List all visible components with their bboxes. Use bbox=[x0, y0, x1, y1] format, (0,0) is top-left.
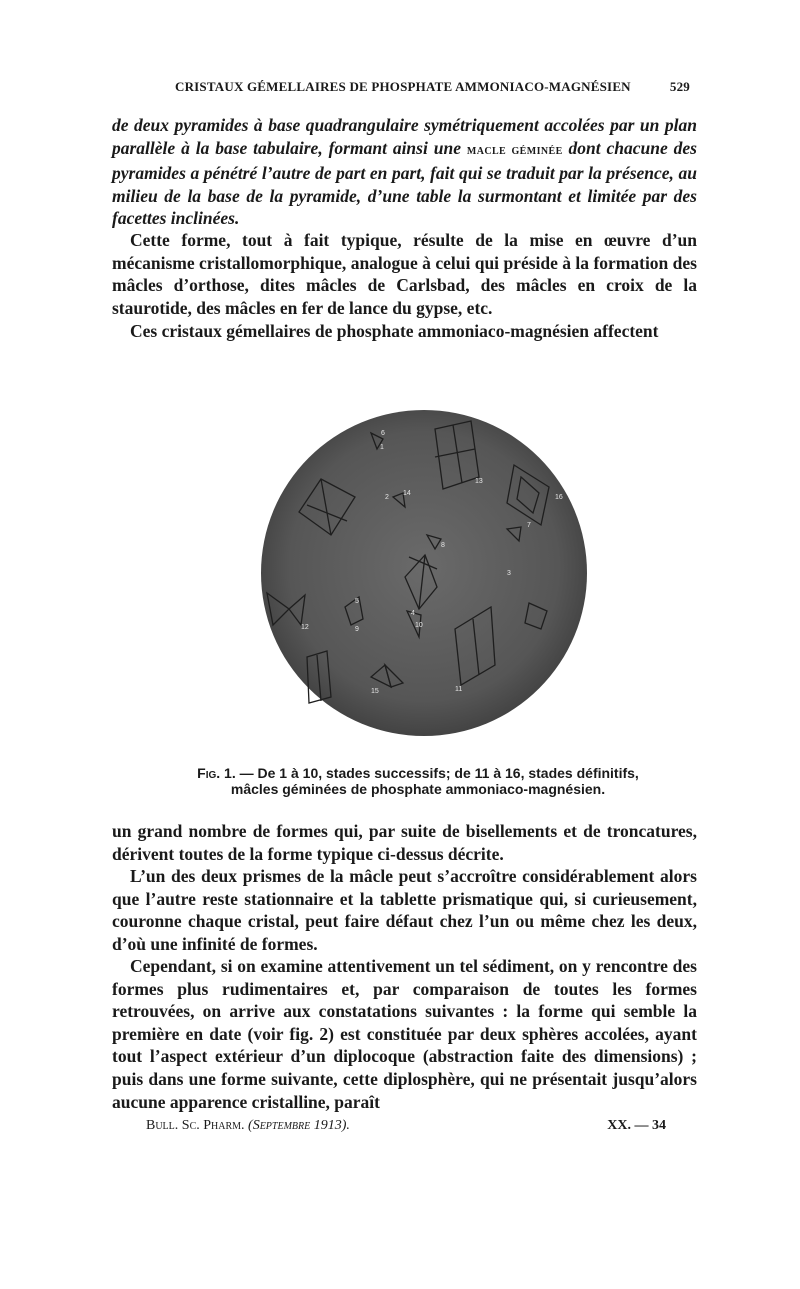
paragraph-1-smallcaps: macle géminée bbox=[466, 142, 563, 158]
crystal-label-1: 1 bbox=[380, 444, 384, 451]
figure-caption bbox=[163, 765, 673, 797]
footer-journal-name: Bull. Sc. Pharm. bbox=[146, 1118, 245, 1133]
crystal-label-5: 5 bbox=[355, 598, 359, 605]
caption-line-1-text: — De 1 à 10, stades successifs; de 11 à 16, stades définitifs, bbox=[239, 765, 639, 781]
paragraph-5: L’un des deux prismes de la mâcle peut s’accroître considérablement alors que l’autre reste stationnaire et la tablette prismatique qui, si curieusement, couronne chaque cristal, peut faire défaut chez l’un ou même chez les deux, d’où une infinité de formes. bbox=[112, 866, 697, 954]
crystal-label-14: 14 bbox=[403, 490, 411, 497]
paragraph-1-text-a: de deux pyramides à base quadrangulaire symétriquement accolées par un plan parallèle à la base tabulaire, formant ainsi une bbox=[112, 115, 697, 158]
caption-line-1 bbox=[163, 765, 673, 781]
crystal-label-13: 13 bbox=[475, 478, 483, 485]
crystal-label-2: 2 bbox=[385, 494, 389, 501]
micrograph-disc bbox=[261, 410, 587, 736]
crystal-label-10: 10 bbox=[415, 622, 423, 629]
paragraph-6: Cependant, si on examine attentivement un tel sédiment, on y rencontre des formes plus rudimentaires et, par comparaison de toutes les formes retrouvées, on arrive aux constatations suivantes : la forme qui semble la première en date (voir fig. 2) est constituée par deux sphères accolées, ayant tout l’aspect extérieur d’un diplocoque (abstraction faite des dimensions) ; puis dans une forme suivante, cette diplosphère, qui ne présentait jusqu’alors aucune apparence cristalline, paraît bbox=[112, 956, 697, 1112]
paragraph-1-text-b: dont chacune des pyramides a pénétré l’autre de part en part, fait qui se traduit par la présence, au milieu de la base de la pyramide, d’une table la surmontant et limitée par des facettes inclinées. bbox=[112, 137, 697, 229]
paragraph-3: Ces cristaux gémellaires de phosphate ammoniaco-magnésien affectent bbox=[130, 321, 659, 341]
crystal-label-11: 11 bbox=[455, 686, 463, 693]
figure-micrograph bbox=[259, 397, 589, 749]
crystal-label-15: 15 bbox=[371, 688, 379, 695]
crystal-label-4: 4 bbox=[411, 610, 415, 617]
crystal-label-8: 8 bbox=[441, 542, 445, 549]
page-number: 529 bbox=[669, 79, 690, 94]
crystal-label-7: 7 bbox=[527, 522, 531, 529]
caption-line-2: mâcles géminées de phosphate ammoniaco-magnésien. bbox=[230, 781, 606, 797]
paragraph-4: un grand nombre de formes qui, par suite de bisellements et de troncatures, dérivent toutes de la forme typique ci-dessus décrite. bbox=[112, 821, 697, 864]
crystal-label-3: 3 bbox=[507, 570, 511, 577]
paragraph-2: Cette forme, tout à fait typique, résulte de la mise en œuvre d’un mécanisme cristallomorphique, analogue à celui qui préside à la formation des mâcles d’orthose, dites mâcles de Carlsbad, des mâcles en croix de la staurotide, des mâcles en fer de lance du gypse, etc. bbox=[112, 230, 697, 318]
crystal-label-9: 9 bbox=[355, 626, 359, 633]
footer-date: (Septembre 1913). bbox=[248, 1118, 350, 1133]
crystal-label-12: 12 bbox=[301, 624, 309, 631]
crystal-label-6: 6 bbox=[381, 430, 385, 437]
figure-label: Fig. 1. bbox=[197, 765, 236, 781]
running-title: CRISTAUX GÉMELLAIRES DE PHOSPHATE AMMONIACO-MAGNÉSIEN bbox=[175, 79, 631, 94]
paragraph-1 bbox=[112, 114, 697, 230]
footer-journal bbox=[146, 1118, 350, 1134]
crystal-label-16: 16 bbox=[555, 494, 563, 501]
micrograph-image bbox=[259, 397, 589, 749]
footer-volume-page: XX. — 34 bbox=[607, 1118, 666, 1133]
